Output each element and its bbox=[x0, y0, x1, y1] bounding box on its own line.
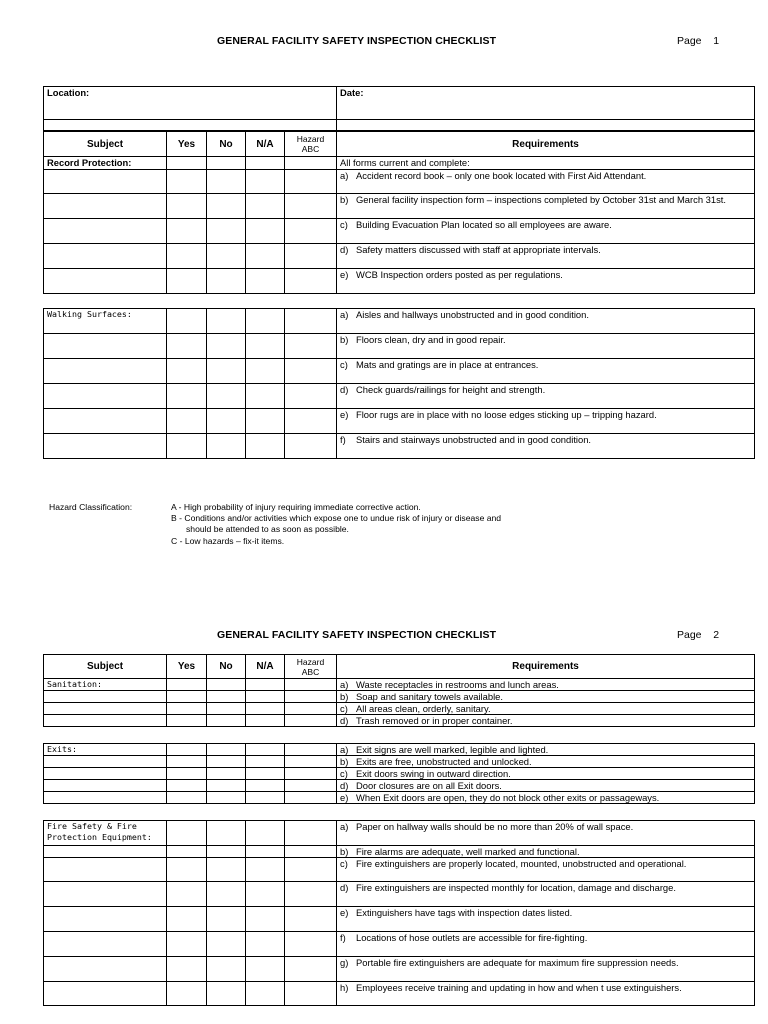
no-cell[interactable] bbox=[207, 691, 246, 703]
hazard-cell[interactable] bbox=[285, 846, 337, 858]
no-cell[interactable] bbox=[207, 157, 246, 170]
item-letter: c) bbox=[340, 359, 348, 370]
exits-table bbox=[43, 743, 755, 804]
section-subject: Record Protection: bbox=[44, 157, 167, 170]
no-cell[interactable] bbox=[207, 384, 246, 409]
hazard-cell[interactable] bbox=[285, 932, 337, 957]
table-row bbox=[44, 957, 755, 982]
requirement-text: WCB Inspection orders posted as per regulations. bbox=[356, 269, 563, 280]
requirement-text: Door closures are on all Exit doors. bbox=[356, 780, 502, 791]
requirement-text: Portable fire extinguishers are adequate for maximum fire suppression needs. bbox=[356, 957, 679, 968]
requirement-text: Aisles and hallways unobstructed and in good condition. bbox=[356, 309, 589, 320]
item-letter: c) bbox=[340, 703, 348, 714]
hazard-cell[interactable] bbox=[285, 157, 337, 170]
hazard-cell[interactable] bbox=[285, 792, 337, 804]
requirement-text: All areas clean, orderly, sanitary. bbox=[356, 703, 491, 714]
item-letter: b) bbox=[340, 846, 349, 857]
hazard-cell[interactable] bbox=[285, 821, 337, 846]
no-cell[interactable] bbox=[207, 244, 246, 269]
hazard-cell[interactable] bbox=[285, 957, 337, 982]
requirement-text: Extinguishers have tags with inspection dates listed. bbox=[356, 907, 573, 918]
table-row bbox=[44, 157, 755, 170]
hazard-cell[interactable] bbox=[285, 170, 337, 194]
requirement-text: Mats and gratings are in place at entrances. bbox=[356, 359, 539, 370]
table-row bbox=[44, 679, 755, 691]
item-letter: d) bbox=[340, 244, 349, 255]
page-title: GENERAL FACILITY SAFETY INSPECTION CHECKLIST bbox=[217, 629, 497, 641]
section-subject: Sanitation: bbox=[44, 679, 167, 691]
na-cell[interactable] bbox=[246, 157, 285, 170]
na-cell[interactable] bbox=[246, 821, 285, 846]
header-no: No bbox=[207, 655, 246, 679]
table-row bbox=[44, 219, 755, 244]
header-requirements: Requirements bbox=[337, 655, 755, 679]
no-cell[interactable] bbox=[207, 409, 246, 434]
fire-safety-table bbox=[43, 820, 755, 1006]
na-cell[interactable] bbox=[246, 334, 285, 359]
yes-cell[interactable] bbox=[167, 882, 207, 907]
hazard-cell[interactable] bbox=[285, 982, 337, 1006]
requirement-text: Fire alarms are adequate, well marked and functional. bbox=[356, 846, 580, 857]
hazard-cell[interactable] bbox=[285, 434, 337, 459]
header-na: N/A bbox=[246, 132, 285, 157]
requirement-text: Safety matters discussed with staff at appropriate intervals. bbox=[356, 244, 601, 255]
requirement-text: Exits are free, unobstructed and unlocked. bbox=[356, 756, 532, 767]
yes-cell[interactable] bbox=[167, 858, 207, 882]
hazard-cell[interactable] bbox=[285, 744, 337, 756]
yes-cell[interactable] bbox=[167, 157, 207, 170]
hazard-cell[interactable] bbox=[285, 715, 337, 727]
no-cell[interactable] bbox=[207, 932, 246, 957]
section-subject: Fire Safety & Fire Protection Equipment: bbox=[44, 821, 167, 846]
header-hazard: Hazard ABC bbox=[285, 655, 337, 679]
yes-cell[interactable] bbox=[167, 309, 207, 334]
table-row bbox=[44, 846, 755, 858]
na-cell[interactable] bbox=[246, 882, 285, 907]
no-cell[interactable] bbox=[207, 703, 246, 715]
requirement-text: Exit doors swing in outward direction. bbox=[356, 768, 511, 779]
item-letter: h) bbox=[340, 982, 349, 993]
table-row bbox=[44, 768, 755, 780]
header-hazard: Hazard ABC bbox=[285, 132, 337, 157]
legend-item-b-cont: should be attended to as soon as possible. bbox=[186, 524, 349, 535]
item-letter: c) bbox=[340, 219, 348, 230]
page-title: GENERAL FACILITY SAFETY INSPECTION CHECKLIST bbox=[217, 35, 497, 47]
na-cell[interactable] bbox=[246, 756, 285, 768]
page-number bbox=[677, 35, 719, 47]
no-cell[interactable] bbox=[207, 756, 246, 768]
requirement-text: Accident record book – only one book located with First Aid Attendant. bbox=[356, 170, 647, 181]
table-row bbox=[44, 309, 755, 334]
table-row bbox=[44, 334, 755, 359]
yes-cell[interactable] bbox=[167, 756, 207, 768]
page-number bbox=[677, 629, 719, 641]
requirement-text: Paper on hallway walls should be no more than 20% of wall space. bbox=[356, 821, 634, 832]
legend-item-a: A - High probability of injury requiring immediate corrective action. bbox=[171, 502, 421, 512]
hazard-cell[interactable] bbox=[285, 882, 337, 907]
yes-cell[interactable] bbox=[167, 679, 207, 691]
yes-cell[interactable] bbox=[167, 434, 207, 459]
na-cell[interactable] bbox=[246, 932, 285, 957]
table-row bbox=[44, 269, 755, 294]
na-cell[interactable] bbox=[246, 858, 285, 882]
na-cell[interactable] bbox=[246, 982, 285, 1006]
table-row bbox=[44, 907, 755, 932]
na-cell[interactable] bbox=[246, 744, 285, 756]
requirement-text: Check guards/railings for height and strength. bbox=[356, 384, 546, 395]
requirement-text: Fire extinguishers are properly located, mounted, unobstructed and operational. bbox=[356, 858, 687, 869]
date-label: Date: bbox=[340, 87, 364, 98]
yes-cell[interactable] bbox=[167, 359, 207, 384]
item-letter: e) bbox=[340, 269, 349, 280]
page-label: Page bbox=[677, 35, 702, 47]
table-row bbox=[44, 715, 755, 727]
legend-label: Hazard Classification: bbox=[49, 502, 133, 512]
item-letter: b) bbox=[340, 334, 349, 345]
item-letter: d) bbox=[340, 882, 349, 893]
page-number-value: 2 bbox=[713, 629, 720, 641]
na-cell[interactable] bbox=[246, 691, 285, 703]
item-letter: d) bbox=[340, 715, 349, 726]
hazard-cell[interactable] bbox=[285, 269, 337, 294]
requirement-text: General facility inspection form – inspections completed by October 31st and March 31st. bbox=[356, 194, 726, 205]
na-cell[interactable] bbox=[246, 244, 285, 269]
requirement-text: Building Evacuation Plan located so all employees are aware. bbox=[356, 219, 612, 230]
item-letter: b) bbox=[340, 691, 349, 702]
hazard-cell[interactable] bbox=[285, 703, 337, 715]
yes-cell[interactable] bbox=[167, 409, 207, 434]
item-letter: c) bbox=[340, 768, 348, 779]
no-cell[interactable] bbox=[207, 434, 246, 459]
requirement-intro: All forms current and complete: bbox=[337, 157, 755, 170]
item-letter: a) bbox=[340, 821, 349, 832]
hazard-cell[interactable] bbox=[285, 907, 337, 932]
hazard-cell[interactable] bbox=[285, 768, 337, 780]
no-cell[interactable] bbox=[207, 821, 246, 846]
na-cell[interactable] bbox=[246, 957, 285, 982]
no-cell[interactable] bbox=[207, 957, 246, 982]
table-row bbox=[44, 244, 755, 269]
yes-cell[interactable] bbox=[167, 846, 207, 858]
requirement-text: Waste receptacles in restrooms and lunch areas. bbox=[356, 679, 559, 690]
yes-cell[interactable] bbox=[167, 768, 207, 780]
na-cell[interactable] bbox=[246, 434, 285, 459]
no-cell[interactable] bbox=[207, 780, 246, 792]
item-letter: e) bbox=[340, 792, 349, 803]
table-row bbox=[44, 691, 755, 703]
hazard-cell[interactable] bbox=[285, 359, 337, 384]
item-letter: a) bbox=[340, 170, 349, 181]
no-cell[interactable] bbox=[207, 715, 246, 727]
yes-cell[interactable] bbox=[167, 219, 207, 244]
yes-cell[interactable] bbox=[167, 982, 207, 1006]
page-number-value: 1 bbox=[713, 35, 720, 47]
table-row bbox=[44, 858, 755, 882]
item-letter: a) bbox=[340, 309, 349, 320]
hazard-cell[interactable] bbox=[285, 780, 337, 792]
requirement-text: Locations of hose outlets are accessible for fire-fighting. bbox=[356, 932, 588, 943]
no-cell[interactable] bbox=[207, 334, 246, 359]
item-letter: c) bbox=[340, 858, 348, 869]
header-yes: Yes bbox=[167, 655, 207, 679]
na-cell[interactable] bbox=[246, 359, 285, 384]
spacer-row bbox=[337, 120, 755, 131]
header-no: No bbox=[207, 132, 246, 157]
requirement-text: Employees receive training and updating in how and when t use extinguishers. bbox=[356, 982, 682, 993]
table-row bbox=[44, 821, 755, 846]
legend-item-b: B - Conditions and/or activities which expose one to undue risk of injury or disease and bbox=[171, 513, 502, 524]
yes-cell[interactable] bbox=[167, 334, 207, 359]
na-cell[interactable] bbox=[246, 409, 285, 434]
na-cell[interactable] bbox=[246, 194, 285, 219]
no-cell[interactable] bbox=[207, 194, 246, 219]
hazard-cell[interactable] bbox=[285, 334, 337, 359]
na-cell[interactable] bbox=[246, 780, 285, 792]
header-subject: Subject bbox=[44, 655, 167, 679]
na-cell[interactable] bbox=[246, 384, 285, 409]
requirement-text: Soap and sanitary towels available. bbox=[356, 691, 503, 702]
no-cell[interactable] bbox=[207, 792, 246, 804]
item-letter: a) bbox=[340, 744, 349, 755]
requirement-text: Exit signs are well marked, legible and lighted. bbox=[356, 744, 549, 755]
table-row bbox=[44, 703, 755, 715]
table-row bbox=[44, 359, 755, 384]
location-field[interactable] bbox=[44, 87, 337, 120]
requirement-text: Floors clean, dry and in good repair. bbox=[356, 334, 506, 345]
requirement-text: Stairs and stairways unobstructed and in good condition. bbox=[356, 434, 592, 445]
hazard-cell[interactable] bbox=[285, 219, 337, 244]
yes-cell[interactable] bbox=[167, 907, 207, 932]
item-letter: d) bbox=[340, 384, 349, 395]
na-cell[interactable] bbox=[246, 219, 285, 244]
item-letter: f) bbox=[340, 932, 346, 943]
table-row bbox=[44, 780, 755, 792]
item-letter: b) bbox=[340, 756, 349, 767]
walking-surfaces-table bbox=[43, 308, 755, 459]
legend-item-c: C - Low hazards – fix-it items. bbox=[171, 535, 285, 546]
section-subject: Exits: bbox=[44, 744, 167, 756]
table-row bbox=[44, 384, 755, 409]
no-cell[interactable] bbox=[207, 679, 246, 691]
table-row bbox=[44, 982, 755, 1006]
table-row bbox=[44, 792, 755, 804]
yes-cell[interactable] bbox=[167, 384, 207, 409]
item-letter: e) bbox=[340, 409, 349, 420]
location-label: Location: bbox=[47, 87, 90, 98]
hazard-cell[interactable] bbox=[285, 409, 337, 434]
na-cell[interactable] bbox=[246, 679, 285, 691]
yes-cell[interactable] bbox=[167, 932, 207, 957]
spacer-row bbox=[44, 120, 337, 131]
item-letter: e) bbox=[340, 907, 349, 918]
hazard-cell[interactable] bbox=[285, 244, 337, 269]
no-cell[interactable] bbox=[207, 858, 246, 882]
section-subject: Walking Surfaces: bbox=[44, 309, 167, 334]
yes-cell[interactable] bbox=[167, 715, 207, 727]
record-protection-table bbox=[43, 131, 755, 294]
table-row bbox=[44, 194, 755, 219]
hazard-cell[interactable] bbox=[285, 384, 337, 409]
yes-cell[interactable] bbox=[167, 957, 207, 982]
header-yes: Yes bbox=[167, 132, 207, 157]
requirement-text: Floor rugs are in place with no loose edges sticking up – tripping hazard. bbox=[356, 409, 657, 420]
na-cell[interactable] bbox=[246, 846, 285, 858]
no-cell[interactable] bbox=[207, 982, 246, 1006]
yes-cell[interactable] bbox=[167, 780, 207, 792]
header-requirements: Requirements bbox=[337, 132, 755, 157]
hazard-cell[interactable] bbox=[285, 858, 337, 882]
yes-cell[interactable] bbox=[167, 691, 207, 703]
hazard-cell[interactable] bbox=[285, 194, 337, 219]
hazard-cell[interactable] bbox=[285, 691, 337, 703]
na-cell[interactable] bbox=[246, 309, 285, 334]
no-cell[interactable] bbox=[207, 907, 246, 932]
page-label: Page bbox=[677, 629, 702, 641]
no-cell[interactable] bbox=[207, 359, 246, 384]
no-cell[interactable] bbox=[207, 744, 246, 756]
table-row bbox=[44, 409, 755, 434]
yes-cell[interactable] bbox=[167, 269, 207, 294]
yes-cell[interactable] bbox=[167, 744, 207, 756]
na-cell[interactable] bbox=[246, 792, 285, 804]
no-cell[interactable] bbox=[207, 170, 246, 194]
no-cell[interactable] bbox=[207, 309, 246, 334]
hazard-cell[interactable] bbox=[285, 309, 337, 334]
item-letter: b) bbox=[340, 194, 349, 205]
yes-cell[interactable] bbox=[167, 244, 207, 269]
item-letter: a) bbox=[340, 679, 349, 690]
table-row bbox=[44, 756, 755, 768]
yes-cell[interactable] bbox=[167, 703, 207, 715]
no-cell[interactable] bbox=[207, 269, 246, 294]
na-cell[interactable] bbox=[246, 703, 285, 715]
yes-cell[interactable] bbox=[167, 821, 207, 846]
table-row bbox=[44, 170, 755, 194]
hazard-cell[interactable] bbox=[285, 756, 337, 768]
yes-cell[interactable] bbox=[167, 170, 207, 194]
date-field[interactable] bbox=[337, 87, 755, 120]
header-na: N/A bbox=[246, 655, 285, 679]
item-letter: g) bbox=[340, 957, 349, 968]
no-cell[interactable] bbox=[207, 768, 246, 780]
requirement-text: Trash removed or in proper container. bbox=[356, 715, 513, 726]
no-cell[interactable] bbox=[207, 882, 246, 907]
item-letter: f) bbox=[340, 434, 346, 445]
na-cell[interactable] bbox=[246, 907, 285, 932]
sanitation-table bbox=[43, 654, 755, 727]
no-cell[interactable] bbox=[207, 219, 246, 244]
na-cell[interactable] bbox=[246, 269, 285, 294]
requirement-text: When Exit doors are open, they do not block other exits or passageways. bbox=[356, 792, 660, 803]
header-subject: Subject bbox=[44, 132, 167, 157]
table-row bbox=[44, 744, 755, 756]
hazard-cell[interactable] bbox=[285, 679, 337, 691]
location-date-table bbox=[43, 86, 755, 131]
requirement-text: Fire extinguishers are inspected monthly for location, damage and discharge. bbox=[356, 882, 676, 893]
yes-cell[interactable] bbox=[167, 194, 207, 219]
na-cell[interactable] bbox=[246, 715, 285, 727]
table-row bbox=[44, 434, 755, 459]
table-row bbox=[44, 932, 755, 957]
na-cell[interactable] bbox=[246, 768, 285, 780]
yes-cell[interactable] bbox=[167, 792, 207, 804]
table-row bbox=[44, 882, 755, 907]
na-cell[interactable] bbox=[246, 170, 285, 194]
no-cell[interactable] bbox=[207, 846, 246, 858]
item-letter: d) bbox=[340, 780, 349, 791]
